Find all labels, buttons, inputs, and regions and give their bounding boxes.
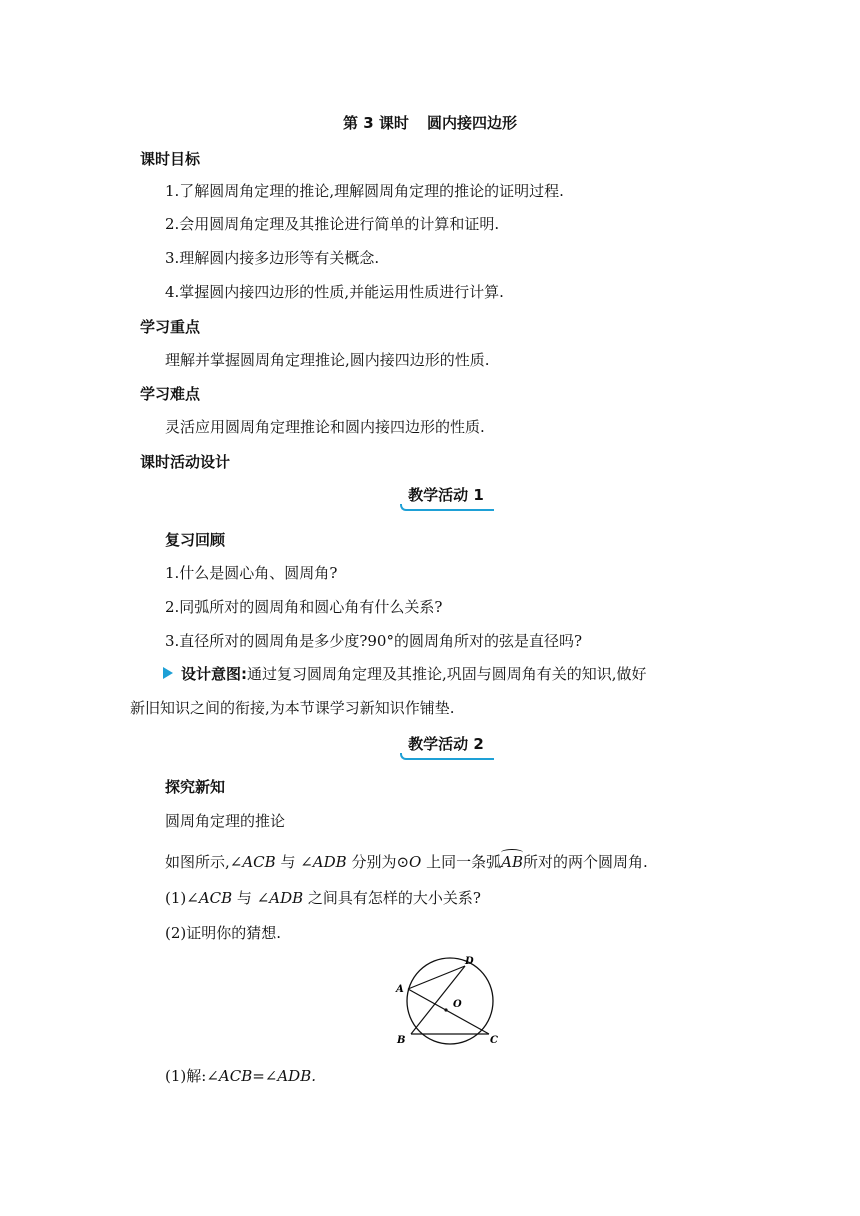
statement-mid: 与 xyxy=(275,853,301,871)
activity-2-label: 教学活动 2 xyxy=(408,735,484,753)
circle-center-o: O xyxy=(409,853,422,871)
review-question: 1.什么是圆心角、圆周角? xyxy=(165,564,338,582)
corollary-subheading: 圆周角定理的推论 xyxy=(165,812,286,830)
label-d: D xyxy=(465,956,474,967)
design-intent-line-1 xyxy=(163,663,647,684)
difficult-points-heading: 学习难点 xyxy=(140,385,201,403)
page-title xyxy=(0,112,860,133)
review-question: 3.直径所对的圆周角是多少度?90°的圆周角所对的弦是直径吗? xyxy=(165,632,582,650)
activity-1-badge xyxy=(398,484,494,508)
angle-adb: ∠ADB xyxy=(256,889,304,907)
segment-ac xyxy=(408,989,489,1034)
activity-2-underline xyxy=(400,753,494,760)
question-1 xyxy=(165,887,481,908)
label-o: O xyxy=(453,999,462,1010)
label-c: C xyxy=(490,1035,498,1046)
goal-item: 3.理解圆内接多边形等有关概念. xyxy=(165,249,380,267)
key-points-heading: 学习重点 xyxy=(140,318,201,336)
angle-acb: ∠ACB xyxy=(229,853,276,871)
design-intent-label: 设计意图: xyxy=(181,665,247,683)
activity-design-heading: 课时活动设计 xyxy=(140,453,231,471)
answer-1-prefix: (1)解: xyxy=(165,1067,207,1085)
statement-mid: 上同一条弧 xyxy=(421,853,502,871)
design-intent-line-2: 新旧知识之间的衔接,为本节课学习新知识作铺垫. xyxy=(130,699,455,717)
question-1-text: 之间具有怎样的大小关系? xyxy=(303,889,481,907)
goals-heading: 课时目标 xyxy=(140,150,201,168)
goal-item: 1.了解圆周角定理的推论,理解圆周角定理的推论的证明过程. xyxy=(165,182,564,200)
label-a: A xyxy=(396,984,404,995)
title-lesson-number: 第 3 课时 xyxy=(343,114,409,132)
activity-2-badge xyxy=(398,733,494,757)
circle-inscribed-angles-figure xyxy=(392,952,504,1050)
difficult-points-text: 灵活应用圆周角定理推论和圆内接四边形的性质. xyxy=(165,418,485,436)
center-point xyxy=(444,1008,447,1011)
question-1-number: (1) xyxy=(165,889,187,907)
answer-1-equation: ∠ACB=∠ADB. xyxy=(206,1067,316,1085)
circle-o xyxy=(407,958,493,1044)
statement-mid: 分别为⊙ xyxy=(346,853,410,871)
title-topic: 圆内接四边形 xyxy=(426,114,517,132)
activity-1-underline xyxy=(400,504,494,511)
angle-adb: ∠ADB xyxy=(300,853,347,871)
question-2: (2)证明你的猜想. xyxy=(165,924,282,942)
activity-1-label: 教学活动 1 xyxy=(408,486,484,504)
review-question: 2.同弧所对的圆周角和圆心角有什么关系? xyxy=(165,598,443,616)
problem-statement xyxy=(165,851,648,872)
goal-item: 4.掌握圆内接四边形的性质,并能运用性质进行计算. xyxy=(165,283,504,301)
design-intent-text-1: 通过复习圆周角定理及其推论,巩固与圆周角有关的知识,做好 xyxy=(247,665,647,683)
question-1-mid: 与 xyxy=(232,889,257,907)
play-triangle-icon xyxy=(163,667,173,679)
review-heading: 复习回顾 xyxy=(165,531,226,549)
explore-heading: 探究新知 xyxy=(165,778,226,796)
statement-post: 所对的两个圆周角. xyxy=(522,853,648,871)
label-b: B xyxy=(397,1035,406,1046)
arc-mark-icon xyxy=(501,849,523,856)
arc-ab xyxy=(501,853,523,871)
arc-ab-label: AB xyxy=(501,853,523,871)
key-points-text: 理解并掌握圆周角定理推论,圆内接四边形的性质. xyxy=(165,351,490,369)
angle-acb: ∠ACB xyxy=(186,889,233,907)
statement-pre: 如图所示, xyxy=(165,853,230,871)
goal-item: 2.会用圆周角定理及其推论进行简单的计算和证明. xyxy=(165,215,500,233)
answer-1 xyxy=(165,1065,316,1086)
